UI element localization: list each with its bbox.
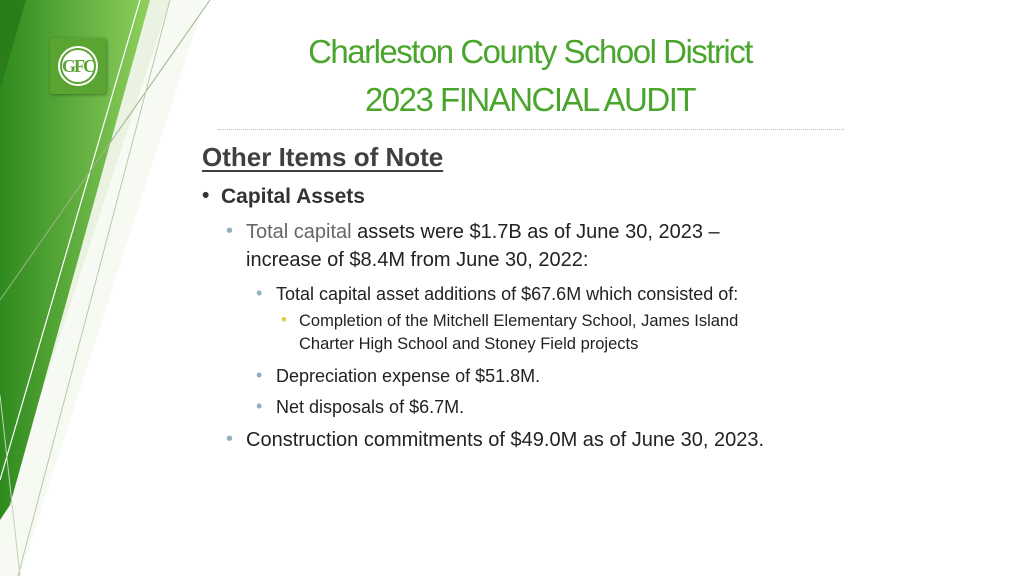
- bullet-capital-assets: Capital Assets: [221, 185, 365, 208]
- bullet-total-capital-lead: Total capital: [246, 221, 352, 243]
- bullet-completion: Completion of the Mitchell Elementary School, James Island: [299, 312, 739, 330]
- bullet-icon: •: [226, 428, 234, 450]
- bullet-icon: •: [281, 311, 287, 329]
- title-line-2: 2023 FINANCIAL AUDIT: [364, 81, 696, 118]
- title-divider: [218, 129, 844, 130]
- bullet-icon: •: [256, 365, 263, 385]
- logo: [50, 38, 106, 94]
- bullet-icon: •: [256, 283, 263, 303]
- bullet-icon: •: [202, 184, 210, 207]
- section-heading: Other Items of Note: [202, 142, 444, 172]
- bullet-total-capital-continued: increase of $8.4M from June 30, 2022:: [246, 249, 589, 271]
- bullet-construction: Construction commitments of $49.0M as of June 30, 2023.: [246, 429, 765, 451]
- bullet-icon: •: [226, 220, 234, 242]
- bullet-completion-continued: Charter High School and Stoney Field projects: [299, 335, 639, 353]
- bullet-icon: •: [256, 396, 263, 416]
- bullet-total-capital-rest: assets were $1.7B as of June 30, 2023 –: [351, 221, 720, 243]
- bullet-disposals: Net disposals of $6.7M.: [276, 397, 465, 417]
- bullet-depreciation: Depreciation expense of $51.8M.: [276, 366, 541, 386]
- bullet-additions: Total capital asset additions of $67.6M which consisted of:: [276, 284, 739, 304]
- title-line-1: Charleston County School District: [308, 33, 752, 70]
- bullet-total-capital: [246, 221, 720, 244]
- logo-initials: GFC: [62, 56, 94, 76]
- slide-title: [230, 28, 830, 124]
